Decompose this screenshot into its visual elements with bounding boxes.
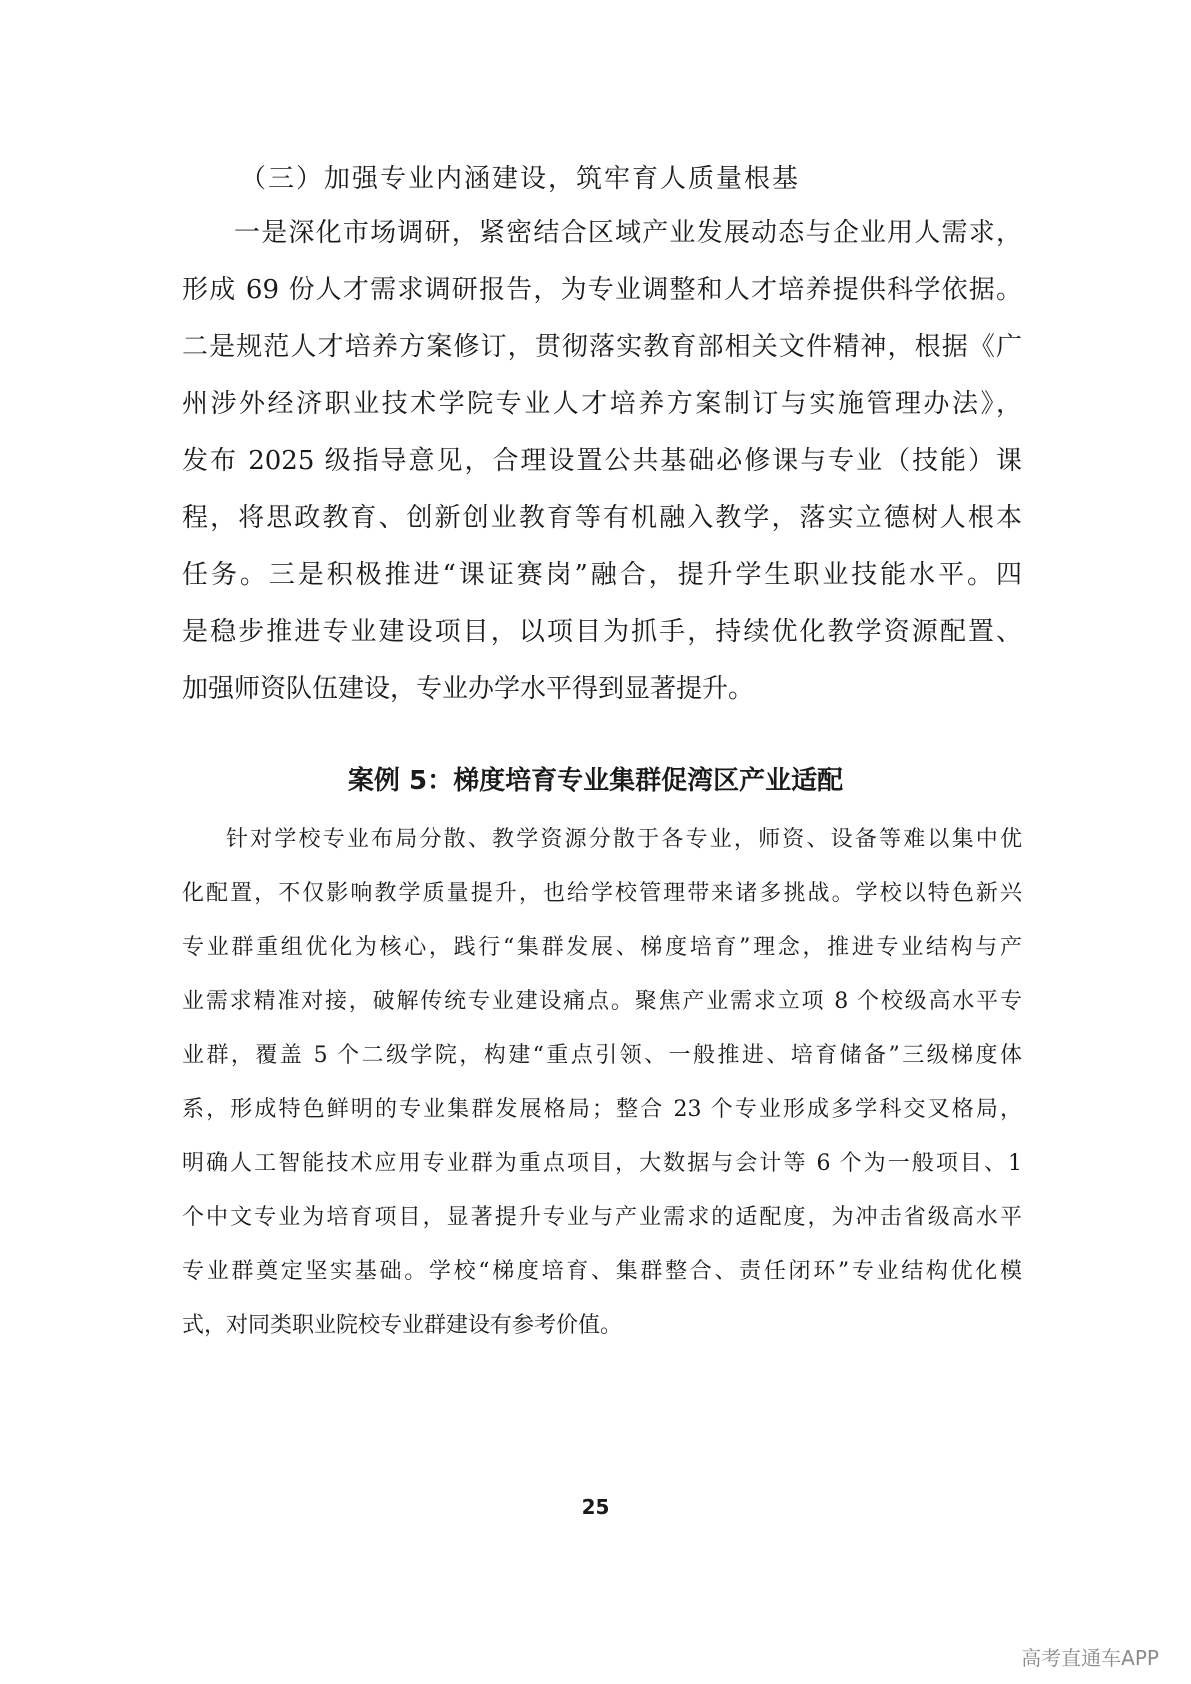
body-line: 任务。三是积极推进“课证赛岗”融合，提升学生职业技能水平。四 <box>182 560 1022 590</box>
body-line: 二是规范人才培养方案修订，贯彻落实教育部相关文件精神，根据《广 <box>182 332 1022 362</box>
case-line: 式，对同类职业院校专业群建设有参考价值。 <box>182 1313 623 1338</box>
body-line: 是稳步推进专业建设项目，以项目为抓手，持续优化教学资源配置、 <box>182 617 1022 647</box>
case-line: 个中文专业为培育项目，显著提升专业与产业需求的适配度，为冲击省级高水平 <box>182 1205 1022 1230</box>
case-line: 针对学校专业布局分散、教学资源分散于各专业，师资、设备等难以集中优 <box>226 827 1022 852</box>
body-line: 发布 2025 级指导意见，合理设置公共基础必修课与专业（技能）课 <box>182 446 1022 476</box>
case-body <box>182 813 1022 1353</box>
body-line: 加强师资队伍建设，专业办学水平得到显著提升。 <box>182 674 755 704</box>
section-heading: （三）加强专业内涵建设，筑牢育人质量根基 <box>240 164 801 194</box>
case-line: 明确人工智能技术应用专业群为重点项目，大数据与会计等 6 个为一般项目、1 <box>182 1151 1022 1176</box>
case-line: 业群，覆盖 5 个二级学院，构建“重点引领、一般推进、培育储备”三级梯度体 <box>182 1043 1022 1068</box>
watermark-text: 高考直通车APP <box>1021 1646 1159 1670</box>
case-line: 专业群重组优化为核心，践行“集群发展、梯度培育”理念，推进专业结构与产 <box>182 935 1022 960</box>
body-line: 一是深化市场调研，紧密结合区域产业发展动态与企业用人需求， <box>234 218 1022 248</box>
body-line: 形成 69 份人才需求调研报告，为专业调整和人才培养提供科学依据。 <box>182 275 1022 305</box>
case-line: 化配置，不仅影响教学质量提升，也给学校管理带来诸多挑战。学校以特色新兴 <box>182 881 1022 906</box>
body-line: 州涉外经济职业技术学院专业人才培养方案制订与实施管理办法》， <box>182 389 1022 419</box>
body-line: 程，将思政教育、创新创业教育等有机融入教学，落实立德树人根本 <box>182 503 1022 533</box>
case-line: 业需求精准对接，破解传统专业建设痛点。聚焦产业需求立项 8 个校级高水平专 <box>182 989 1022 1014</box>
section-body <box>182 205 1022 718</box>
case-title: 案例 5：梯度培育专业集群促湾区产业适配 <box>347 766 844 796</box>
case-line: 专业群奠定坚实基础。学校“梯度培育、集群整合、责任闭环”专业结构优化模 <box>182 1259 1022 1284</box>
page-number: 25 <box>581 1495 610 1519</box>
case-line: 系，形成特色鲜明的专业集群发展格局；整合 23 个专业形成多学科交叉格局， <box>182 1097 1022 1122</box>
